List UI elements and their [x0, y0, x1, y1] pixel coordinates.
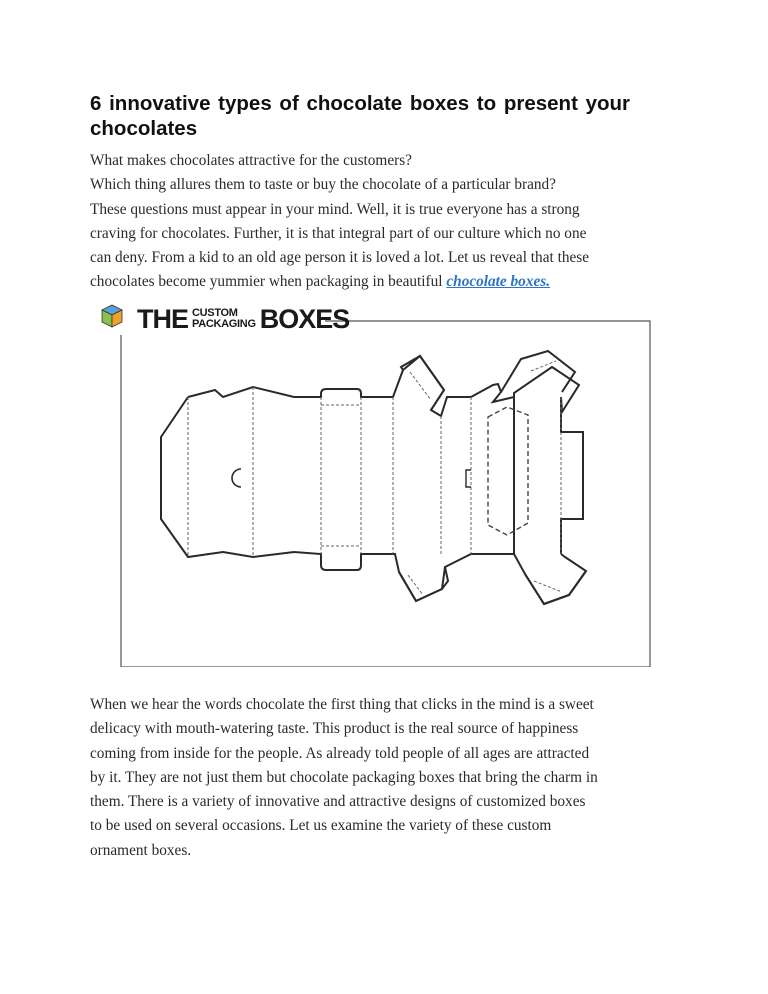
- body-paragraph: [90, 693, 690, 863]
- logo-word-custom: CUSTOM: [192, 307, 238, 319]
- title-line-1: 6 innovative types of chocolate boxes to present your: [90, 92, 631, 115]
- intro-line: Which thing allures them to taste or buy the chocolate of a particular brand?: [90, 176, 556, 194]
- intro-paragraph: [90, 149, 690, 295]
- body-line: When we hear the words chocolate the first thing that clicks in the mind is a sweet: [90, 696, 594, 713]
- intro-line: These questions must appear in your mind. Well, it is true everyone has a strong: [90, 200, 580, 218]
- thumb-notch: [232, 469, 241, 487]
- side-tab: [466, 470, 471, 487]
- logo-word-the: THE: [137, 303, 188, 334]
- article-title: [90, 91, 690, 141]
- intro-line-last: [90, 270, 690, 294]
- chocolate-boxes-link[interactable]: chocolate boxes.: [446, 273, 551, 291]
- intro-last-text: chocolates become yummier when packaging in beautiful: [90, 273, 447, 291]
- logo-middle-words: [192, 308, 256, 330]
- intro-line: craving for chocolates. Further, it is that integral part of our culture which no one: [90, 224, 587, 242]
- logo-word-boxes: BOXES: [259, 303, 350, 334]
- intro-line: What makes chocolates attractive for the customers?: [90, 152, 412, 169]
- logo-word-packaging: PACKAGING: [192, 318, 256, 330]
- body-line: by it. They are not just them but chocolate packaging boxes that bring the charm in: [90, 768, 598, 786]
- intro-line: can deny. From a kid to an old age person it is loved a lot. Let us reveal that these: [90, 249, 589, 267]
- dieline-outline: [161, 351, 586, 604]
- body-line: ornament boxes.: [90, 841, 192, 859]
- body-line: them. There is a variety of innovative and attractive designs of customized boxes: [90, 793, 586, 811]
- dieline-diagram: [93, 297, 663, 667]
- body-line: to be used on several occasions. Let us examine the variety of these custom: [90, 817, 552, 835]
- body-line: delicacy with mouth-watering taste. This product is the real source of happiness: [90, 720, 579, 738]
- box-dieline-figure: [93, 297, 663, 667]
- title-line-2: chocolates: [90, 117, 198, 140]
- body-line: coming from inside for the people. As already told people of all ages are attracted: [90, 744, 590, 762]
- window-hexagon: [488, 407, 528, 535]
- brand-logo: [111, 303, 349, 335]
